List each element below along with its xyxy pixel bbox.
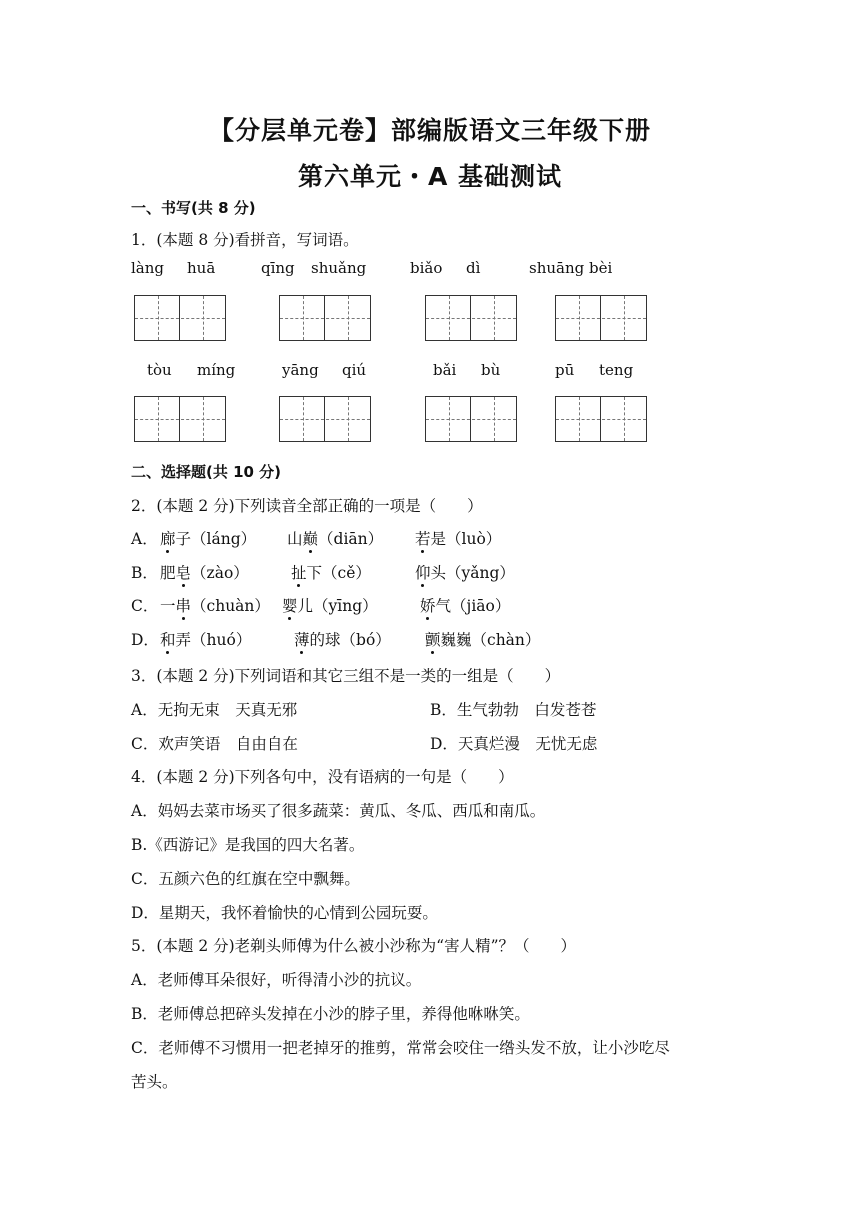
option-item: 一串（chuàn） [160,594,270,616]
writing-grid[interactable] [555,396,647,442]
pinyin: bèi [589,259,613,277]
option-item: 扯下（cě） [291,561,371,583]
option-item: 婴儿（yīng） [282,594,378,616]
option-item: 娇气（jiāo） [420,594,510,616]
pinyin: teng [599,361,634,379]
pinyin: dì [466,259,481,277]
option-label: A． [131,530,158,548]
page-subtitle: 第六单元・A 基础测试 [297,162,563,191]
option-a: A．妈妈去菜市场买了很多蔬菜：黄瓜、冬瓜、西瓜和南瓜。 [131,802,546,820]
pinyin: huā [187,259,216,277]
option-c-continued: 苦头。 [131,1073,178,1091]
writing-grid[interactable] [555,295,647,341]
pinyin: míng [197,361,236,379]
option-d: D．天真烂漫 无忧无虑 [430,735,598,753]
option-c: C．五颜六色的红旗在空中飘舞。 [131,870,360,888]
question-4-stem: 4．(本题 2 分)下列各句中，没有语病的一句是（ ） [131,768,514,786]
option-c: C．欢声笑语 自由自在 [131,735,298,753]
option-item: 若是（luò） [415,527,501,549]
writing-grid[interactable] [425,295,517,341]
question-5-stem: 5．(本题 2 分)老剃头师傅为什么被小沙称为“害人精”？（ ） [131,937,577,955]
section-2-heading: 二、选择题(共 10 分) [131,463,282,481]
option-a: A．无拘无束 天真无邪 [131,701,298,719]
pinyin: shuāng [529,259,585,277]
pinyin: qīng [261,259,295,277]
writing-grid[interactable] [134,396,226,442]
option-a: A．老师傅耳朵很好，听得清小沙的抗议。 [131,971,422,989]
option-label: D． [131,631,159,649]
option-c: C．老师傅不习惯用一把老掉牙的推剪，常常会咬住一绺头发不放，让小沙吃尽 [131,1039,670,1057]
question-2-stem: 2．(本题 2 分)下列读音全部正确的一项是（ ） [131,497,483,515]
pinyin: qiú [342,361,367,379]
writing-grid[interactable] [279,396,371,442]
option-label: C． [131,597,159,615]
option-item: 仰头（yǎng） [415,561,515,583]
option-item: 薄的球（bó） [294,628,391,650]
question-1-stem: 1．(本题 8 分)看拼音，写词语。 [131,231,359,249]
question-3-stem: 3．(本题 2 分)下列词语和其它三组不是一类的一组是（ ） [131,667,561,685]
pinyin: shuǎng [311,259,367,277]
pinyin: làng [131,259,165,277]
option-item: 肥皂（zào） [160,561,249,583]
pinyin: tòu [147,361,172,379]
pinyin: pū [555,361,575,379]
option-item: 和弄（huó） [160,628,251,650]
option-b: B.《西游记》是我国的四大名著。 [131,836,365,854]
pinyin: biǎo [410,259,443,277]
option-item: 颤巍巍（chàn） [425,628,540,650]
writing-grid[interactable] [134,295,226,341]
writing-grid[interactable] [425,396,517,442]
pinyin: bù [481,361,501,379]
option-b: B．生气勃勃 白发苍苍 [430,701,597,719]
pinyin: yāng [282,361,319,379]
option-b: B．老师傅总把碎头发掉在小沙的脖子里，养得他咻咻笑。 [131,1005,530,1023]
writing-grid[interactable] [279,295,371,341]
page-title: 【分层单元卷】部编版语文三年级下册 [208,116,651,145]
option-item: 山巅（diān） [287,527,383,549]
option-d: D．星期天，我怀着愉快的心情到公园玩耍。 [131,904,438,922]
option-item: 廊子（láng） [160,527,256,549]
option-label: B． [131,564,158,582]
section-1-heading: 一、书写(共 8 分) [131,199,256,217]
pinyin: bǎi [433,361,457,379]
